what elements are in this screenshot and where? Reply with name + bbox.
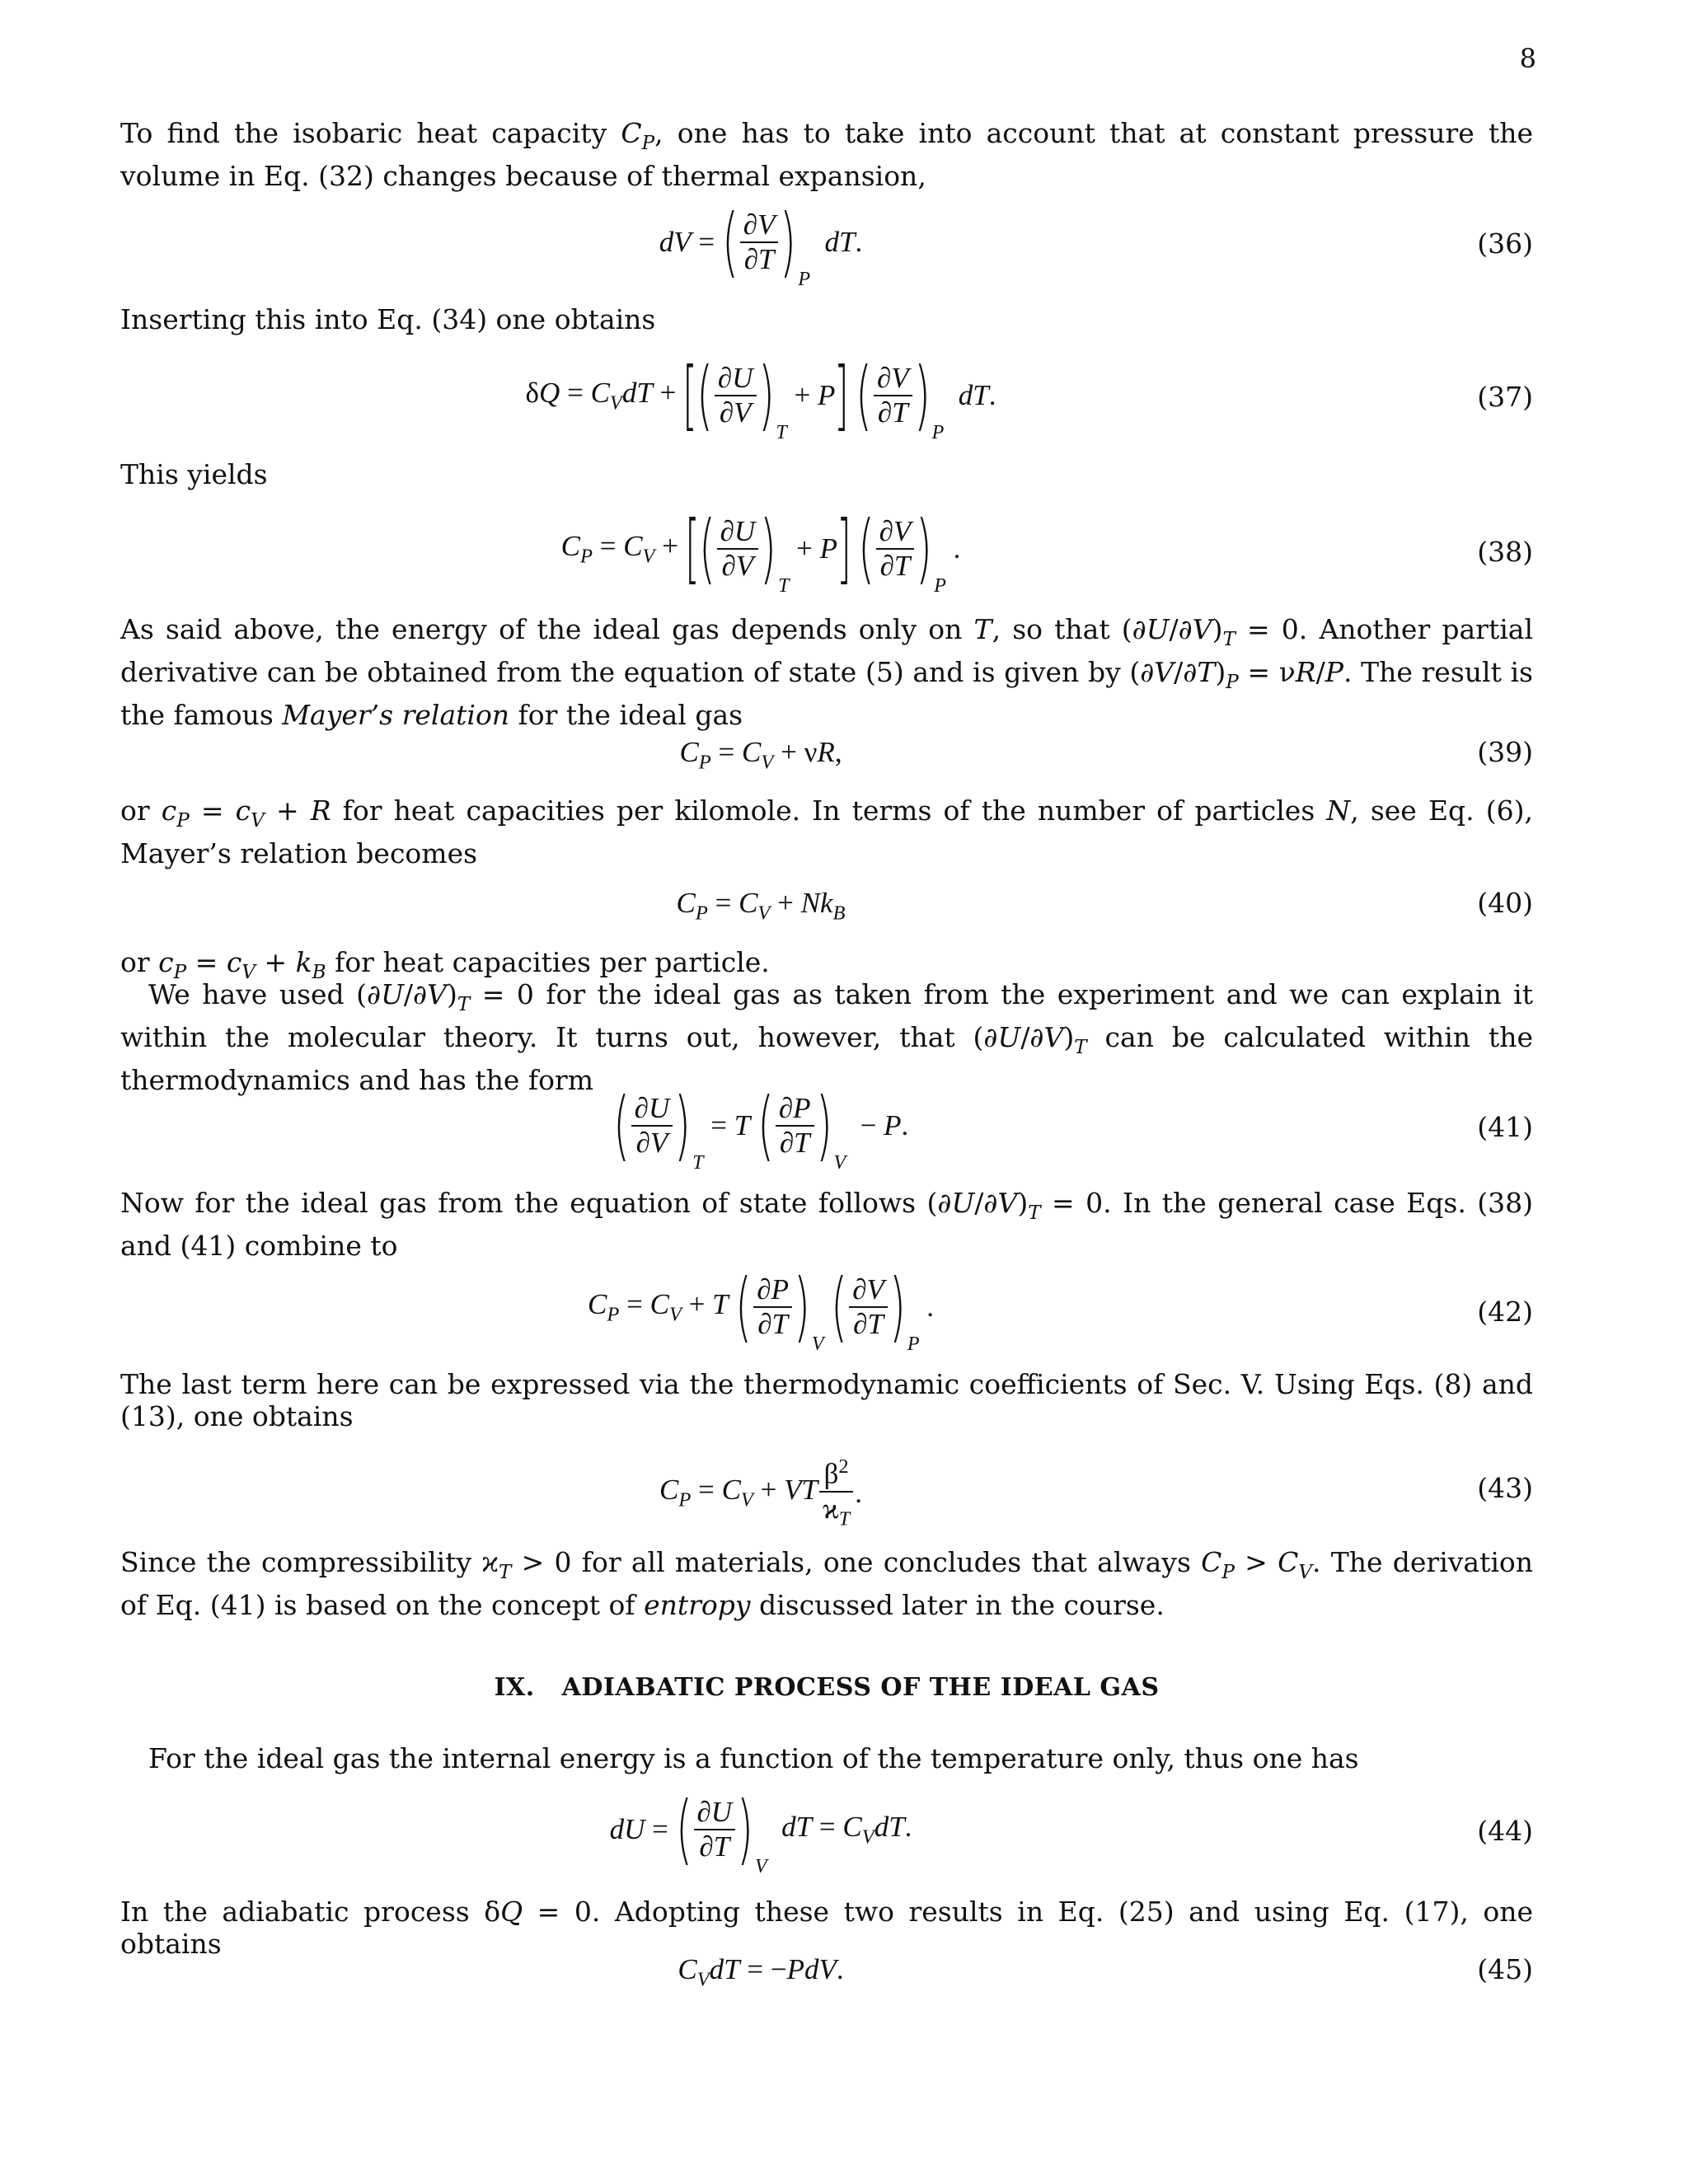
paragraph-p2: Inserting this into Eq. (34) one obtains xyxy=(120,303,656,335)
paragraph-p7: We have used $(\partial U/\partial V)_T = 0$ for the ideal gas as taken from the experiment and we can explain it within the molecular theory. It turns out, however, that $(\partial U/\partial V)_T$ can be calculated within the thermodynamics and has the form xyxy=(120,978,1533,1097)
paragraph-p6: or $c_P = c_V + k_B$ for heat capacities per particle. xyxy=(120,946,770,984)
equation-44: dU = ( $\frac{\partial U}{\partial T}$ )V dT = $C_VdT$. (44) xyxy=(609,1785,1533,1878)
equation-36: dV = ( $\frac{\partial V}{\partial T}$ )P dT. (36) xyxy=(659,198,1533,291)
equation-number: (40) xyxy=(1477,887,1533,919)
equation-number: (39) xyxy=(1477,736,1533,768)
equation-number: (45) xyxy=(1477,1953,1533,1985)
section-title: ADIABATIC PROCESS OF THE IDEAL GAS xyxy=(561,1673,1160,1702)
equation-37: $\delta Q = C_VdT$ + [( $\frac{\partial U}{\partial V}$ )T + P] ( $\frac{\partial V}{\partial T}$ )P dT. (37) xyxy=(525,351,1533,444)
paragraph-p9: The last term here can be expressed via the thermodynamic coefficients of Sec. V. Using Eqs. (8) and (13), one obtains xyxy=(120,1368,1533,1432)
equation-45: $C_VdT = -PdV$. (45) xyxy=(678,1953,1533,1991)
equation-42: $C_P = C_V + T$ ( $\frac{\partial P}{\partial T}$ )V ( $\frac{\partial V}{\partial T}$ )P . (42) xyxy=(588,1263,1533,1356)
paragraph-p5: or $c_P = c_V + R$ for heat capacities per kilomole. In terms of the number of particles N, see Eq. (6), Mayer’s relation becomes xyxy=(120,794,1533,870)
equation-43: $C_P = C_V$ + VT $\frac{\beta^2}{ϰ_T}$ . (43) xyxy=(120,1451,1533,1533)
section-number: IX. xyxy=(494,1673,535,1702)
paragraph-p4: As said above, the energy of the ideal gas depends only on T, so that $(\partial U/\partial V)_T = 0$. Another partial derivative can be obtained from the equation of state (5) and is given by $(\partial V/\partial T)_P = \nu R/P$. The result is the famous Mayer’s relation for the ideal gas xyxy=(120,613,1534,732)
equation-number: (41) xyxy=(1477,1111,1533,1143)
equation-number: (42) xyxy=(1477,1296,1533,1328)
equation-number: (44) xyxy=(1477,1815,1533,1847)
equation-38: $C_P = C_V$ + [( $\frac{\partial U}{\partial V}$ )T + P] ( $\frac{\partial V}{\partial T}$ )P . (38) xyxy=(560,504,1533,598)
equation-39: $C_P = C_V + \nu R$, (39) xyxy=(679,736,1533,774)
equation-number: (38) xyxy=(1477,536,1533,568)
equation-number: (36) xyxy=(1477,227,1533,260)
page-number: 8 xyxy=(1519,43,1536,74)
equation-number: (37) xyxy=(1477,381,1533,413)
equation-number: (43) xyxy=(1477,1472,1533,1504)
paragraph-p1: To find the isobaric heat capacity $C_P$, one has to take into account that at constant pressure the volume in Eq. (32) changes because of thermal expansion, xyxy=(120,117,1533,193)
section-heading xyxy=(120,1673,1533,1702)
equation-41: ( $\frac{\partial U}{\partial V}$ )T = T ( $\frac{\partial P}{\partial T}$ )V − P. (41) xyxy=(612,1081,1533,1174)
paragraph-p12: In the adiabatic process δQ = 0. Adopting these two results in Eq. (25) and using Eq. (17), one obtains xyxy=(120,1896,1533,1960)
paragraph-p11: For the ideal gas the internal energy is a function of the temperature only, thus one has xyxy=(148,1742,1359,1774)
equation-40: $C_P = C_V + Nk_B$ (40) xyxy=(676,887,1533,925)
paragraph-p8: Now for the ideal gas from the equation of state follows $(\partial U/\partial V)_T = 0$. In the general case Eqs. (38) and (41) combine to xyxy=(120,1187,1534,1263)
paragraph-p3: This yields xyxy=(120,458,268,490)
paragraph-p10: Since the compressibility $ϰ_T > 0$ for all materials, one concludes that always $C_P > C_V$. The derivation of Eq. (41) is based on the concept of entropy discussed later in the course. xyxy=(120,1546,1534,1622)
